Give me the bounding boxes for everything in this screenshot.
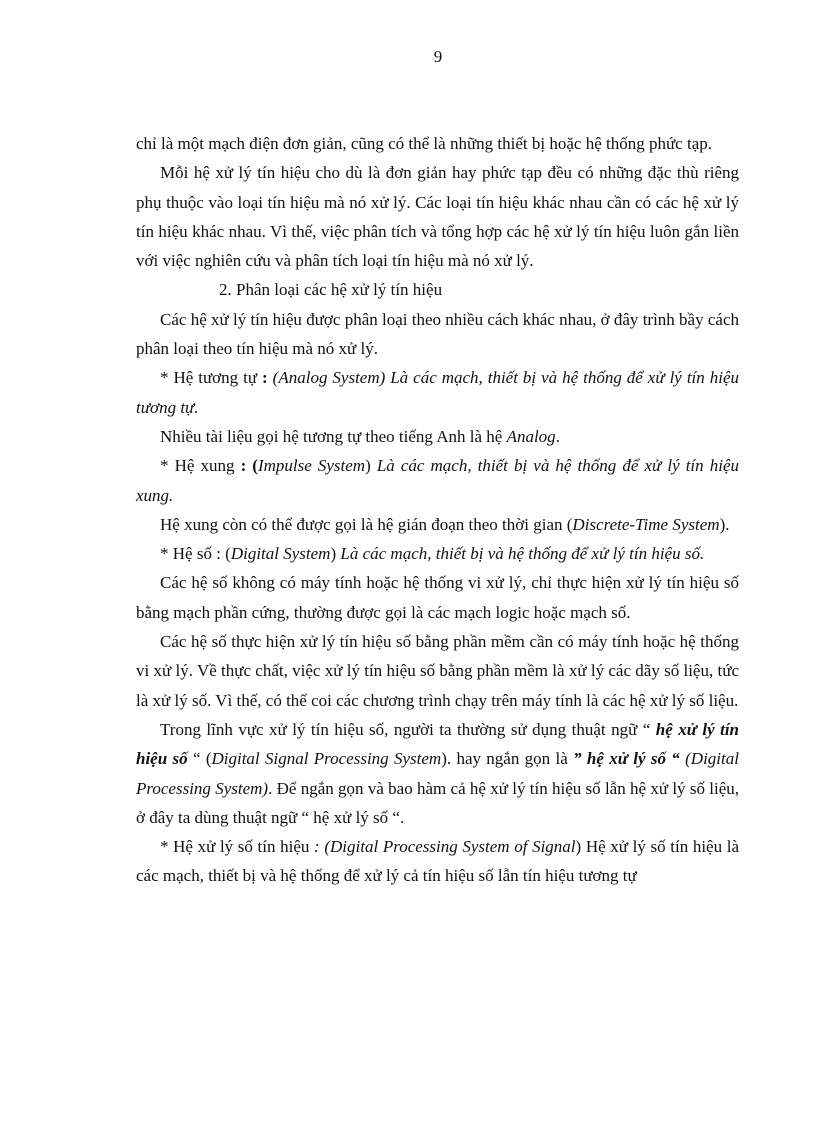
document-body bbox=[136, 129, 739, 891]
term-digital-processing: ” hệ xử lý số “ bbox=[573, 749, 680, 769]
text-run: ) bbox=[365, 456, 377, 476]
impulse-definition-text: Là các mạch, thiết bị và hệ thống để xử lý tín hiệu xung. bbox=[136, 456, 739, 505]
analog-definition-text: (Analog System) Là các mạch, thiết bị và hệ thống để xử lý tín hiệu tương tự. bbox=[136, 368, 739, 417]
term-dsp-system: hệ xử lý tín hiệu số bbox=[136, 719, 740, 769]
paragraph-discrete-time-note bbox=[136, 510, 739, 539]
text-run: Nhiều tài liệu gọi hệ tương tự theo tiếng Anh là hệ bbox=[160, 426, 507, 446]
impulse-english-term: Impulse System bbox=[257, 456, 366, 476]
digital-definition-text: Là các mạch, thiết bị và hệ thống để xử lý tín hiệu số. bbox=[340, 544, 705, 564]
digital-english-term: Digital System bbox=[230, 544, 331, 564]
term-analog-english: Analog bbox=[506, 426, 556, 446]
term-digital: * Hệ số : ( bbox=[160, 544, 231, 564]
text-run: Trong lĩnh vực xử lý tín hiệu số, người ta thường sử dụng thuật ngữ “ bbox=[160, 719, 656, 739]
dsp-english-term: Digital Signal Processing System bbox=[211, 749, 442, 769]
text-run: . bbox=[555, 426, 560, 446]
colon: : ( bbox=[314, 837, 331, 857]
text-run: “ ( bbox=[187, 749, 212, 769]
colon: : ( bbox=[240, 456, 258, 476]
text-run: Hệ xung còn có thể được gọi là hệ gián đoạn theo thời gian ( bbox=[160, 514, 573, 534]
discrete-time-term: Discrete-Time System bbox=[572, 514, 720, 534]
dsp-signal-definition-text: ) Hệ xử lý số tín hiệu là các mạch, thiết bị và hệ thống để xử lý cả tín hiệu số lẫn tín hiệu tương tự bbox=[136, 837, 740, 886]
text-run: ). hay ngắn gọn là bbox=[441, 749, 574, 769]
term-digital-signal-processing: * Hệ xử lý số tín hiệu bbox=[160, 837, 315, 857]
section-heading-classification: 2. Phân loại các hệ xử lý tín hiệu bbox=[219, 280, 443, 300]
definition-digital-signal-processing bbox=[136, 832, 739, 891]
paragraph-dsp-terminology bbox=[136, 715, 739, 832]
text-run: ) bbox=[330, 544, 341, 564]
text-run: . Để ngắn gọn và bao hàm cả hệ xử lý tín hiệu số lẫn hệ xử lý số liệu, ở đây ta dùng thuật ngữ “ hệ xử lý số “. bbox=[136, 778, 739, 827]
paragraph-analog-note bbox=[136, 422, 739, 451]
paragraph-software-digital: Các hệ số thực hiện xử lý tín hiệu số bằng phần mềm cần có máy tính hoặc hệ thống vi xử lý. Về thực chất, việc xử lý tín hiệu số bằng phần mềm là xử lý các dãy số liệu, tức là xử lý số. Vì thế, có thể coi các chương trình chạy trên máy tính là các hệ xử lý số liệu. bbox=[136, 632, 739, 710]
colon: : bbox=[262, 368, 273, 388]
term-analog: * Hệ tương tự bbox=[160, 368, 263, 388]
digital-processing-english-term: (Digital Processing System) bbox=[136, 749, 739, 798]
paragraph-classification-intro: Các hệ xử lý tín hiệu được phân loại theo nhiều cách khác nhau, ở đây trình bầy cách phân loại theo tín hiệu mà nó xử lý. bbox=[136, 309, 739, 359]
page-number: 9 bbox=[433, 47, 443, 66]
definition-digital-system bbox=[136, 539, 739, 568]
text-run: ). bbox=[719, 514, 730, 534]
definition-impulse-system bbox=[136, 451, 739, 510]
definition-analog-system bbox=[136, 363, 739, 422]
paragraph-intro-continuation: chỉ là một mạch điện đơn giản, cũng có thể là những thiết bị hoặc hệ thống phức tạp. bbox=[136, 134, 712, 153]
term-impulse: * Hệ xung bbox=[160, 456, 241, 476]
paragraph-hardware-digital: Các hệ số không có máy tính hoặc hệ thống vi xử lý, chỉ thực hiện xử lý tín hiệu số bằng mạch phần cứng, thường được gọi là các mạch logic hoặc mạch số. bbox=[136, 573, 739, 622]
paragraph-signal-system-characteristics: Mỗi hệ xử lý tín hiệu cho dù là đơn giản hay phức tạp đều có những đặc thù riêng phụ thuộc vào loại tín hiệu mà nó xử lý. Các loại tín hiệu khác nhau cần có các hệ xử lý tín hiệu khác nhau. Vì thế, việc phân tích và tổng hợp các hệ xử lý tín hiệu luôn gắn liền với việc nghiên cứu và phân tích loại tín hiệu mà nó xử lý. bbox=[136, 163, 739, 271]
dsp-signal-english-term: Digital Processing System of Signal bbox=[330, 837, 576, 857]
